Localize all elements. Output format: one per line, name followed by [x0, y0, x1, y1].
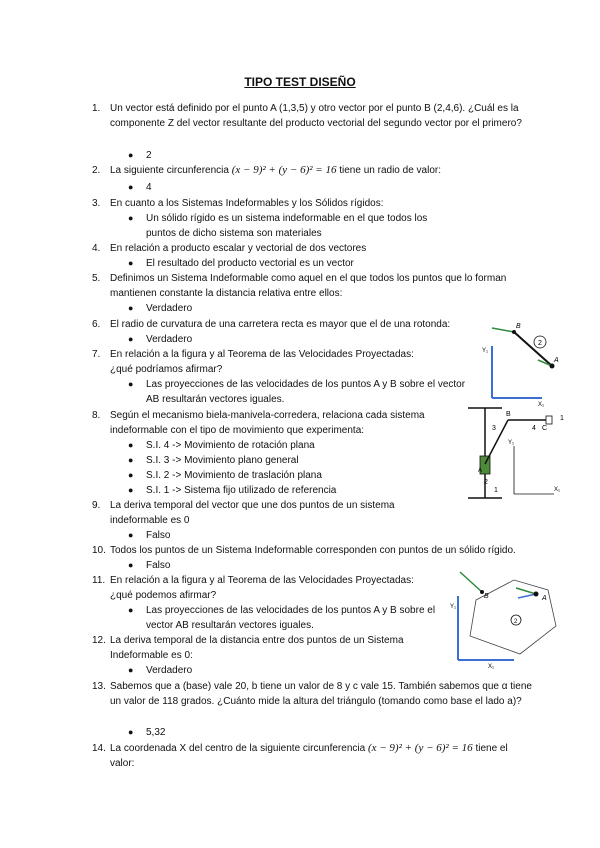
question-12: 12. La deriva temporal de la distancia entre dos puntos de un Sistema Indeformable es 0: [92, 635, 404, 662]
label-b: B [506, 411, 511, 418]
figure-q7 [478, 316, 560, 408]
label-2: 2 [538, 340, 542, 347]
label-1-top: 1 [560, 415, 564, 422]
answer-9: ● Falso [128, 530, 171, 541]
label-b: B [484, 593, 489, 600]
label-a: A [542, 595, 547, 602]
answer-2: ● 4 [128, 182, 152, 193]
answer-8-2: ● S.I. 3 -> Movimiento plano general [128, 455, 299, 466]
answer-10: ● Falso [128, 560, 171, 571]
figure-q8 [462, 404, 572, 504]
question-10: 10. Todos los puntos de un Sistema Indeformable corresponden con puntos de un sólido rígido. [92, 545, 516, 556]
ab-body-line [514, 332, 552, 366]
label-a: A [554, 357, 559, 364]
label-3: 3 [492, 425, 496, 432]
question-13: 13. Sabemos que a (base) vale 20, b tiene un valor de 8 y c vale 15. También sabemos que α tiene un valor de 118 grados. ¿Cuánto mide la altura del triángulo (tomando como base el lado a)? [92, 681, 532, 708]
answer-11: ● Las proyecciones de las velocidades de los puntos A y B sobre el vector AB resultarán vectores iguales. [128, 605, 436, 632]
connecting-rod [485, 420, 508, 464]
label-b: B [516, 323, 521, 330]
crank-pivot [546, 416, 552, 424]
question-8: 8. Según el mecanismo biela-manivela-corredera, relaciona cada sistema indeformable con el tipo de movimiento que experimenta: [92, 410, 425, 437]
answer-7: ● Las proyecciones de las velocidades de los puntos A y B sobre el vector AB resultarán vectores iguales. [128, 379, 466, 406]
label-2: 2 [484, 479, 488, 486]
label-y1: Y₁ [482, 348, 489, 354]
answer-5: ● Verdadero [128, 303, 193, 314]
question-3: 3. En cuanto a los Sistemas Indeformables y los Sólidos rígidos: [92, 198, 384, 209]
answer-13: ● 5,32 [128, 727, 166, 738]
answer-4: ● El resultado del producto vectorial es un vector [128, 258, 354, 269]
question-7: 7. En relación a la figura y al Teorema de las Velocidades Proyectadas: ¿qué podríamos afirmar? [92, 349, 414, 376]
ab-unit-vector [518, 594, 536, 598]
question-5: 5. Definimos un Sistema Indeformable como aquel en el que todos los puntos que lo forman mantienen constante la distancia relativa entre ellos: [92, 273, 507, 300]
question-4: 4. En relación a producto escalar y vectorial de dos vectores [92, 243, 367, 254]
point-b [512, 330, 516, 334]
point-a [550, 364, 555, 369]
question-2: 2. La siguiente circunferencia (x − 9)² + (y − 6)² = 16 tiene un radio de valor: [92, 164, 441, 176]
label-x1: X₁ [488, 664, 495, 670]
label-y1: Y₁ [508, 440, 515, 446]
question-1: 1. Un vector está definido por el punto A (1,3,5) y otro vector por el punto B (2,4,6). ¿Cuál es la componente Z del vector resultante del producto vectorial del segundo vector por el primero? [92, 103, 522, 130]
answer-8-4: ● S.I. 1 -> Sistema fijo utilizado de referencia [128, 485, 337, 496]
answer-8-3: ● S.I. 2 -> Movimiento de traslación plana [128, 470, 322, 481]
question-11: 11. En relación a la figura y al Teorema de las Velocidades Proyectadas: ¿qué podemos afirmar? [92, 575, 414, 602]
label-c: C [542, 425, 548, 432]
label-y1: Y₁ [450, 604, 457, 610]
label-a: A [478, 468, 483, 474]
answer-8-1: ● S.I. 4 -> Movimiento de rotación plana [128, 440, 315, 451]
answer-1: ● 2 [128, 150, 152, 161]
velocity-b-vector [460, 572, 482, 592]
answer-12: ● Verdadero [128, 665, 193, 676]
answer-6: ● Verdadero [128, 334, 193, 345]
label-x1: X₁ [554, 487, 561, 493]
velocity-a-vector [516, 588, 536, 594]
label-4: 4 [532, 425, 536, 432]
label-2: 2 [514, 619, 518, 625]
answer-3: ● Un sólido rígido es un sistema indeformable en el que todos los puntos de dicho sistema son materiales [128, 213, 428, 240]
question-6: 6. El radio de curvatura de una carretera recta es mayor que el de una rotonda: [92, 319, 451, 330]
label-1-bottom: 1 [494, 487, 498, 494]
question-9: 9. La deriva temporal del vector que une dos puntos de un sistema indeformable es 0 [92, 500, 395, 527]
point-a [534, 592, 539, 597]
figure-q11 [448, 566, 558, 670]
page-title: TIPO TEST DISEÑO [244, 75, 356, 89]
question-14: 14. La coordenada X del centro de la siguiente circunferencia (x − 9)² + (y − 6)² = 16 tiene el valor: [92, 742, 508, 770]
label-x1: X₁ [538, 402, 545, 408]
velocity-b-vector [492, 328, 514, 332]
